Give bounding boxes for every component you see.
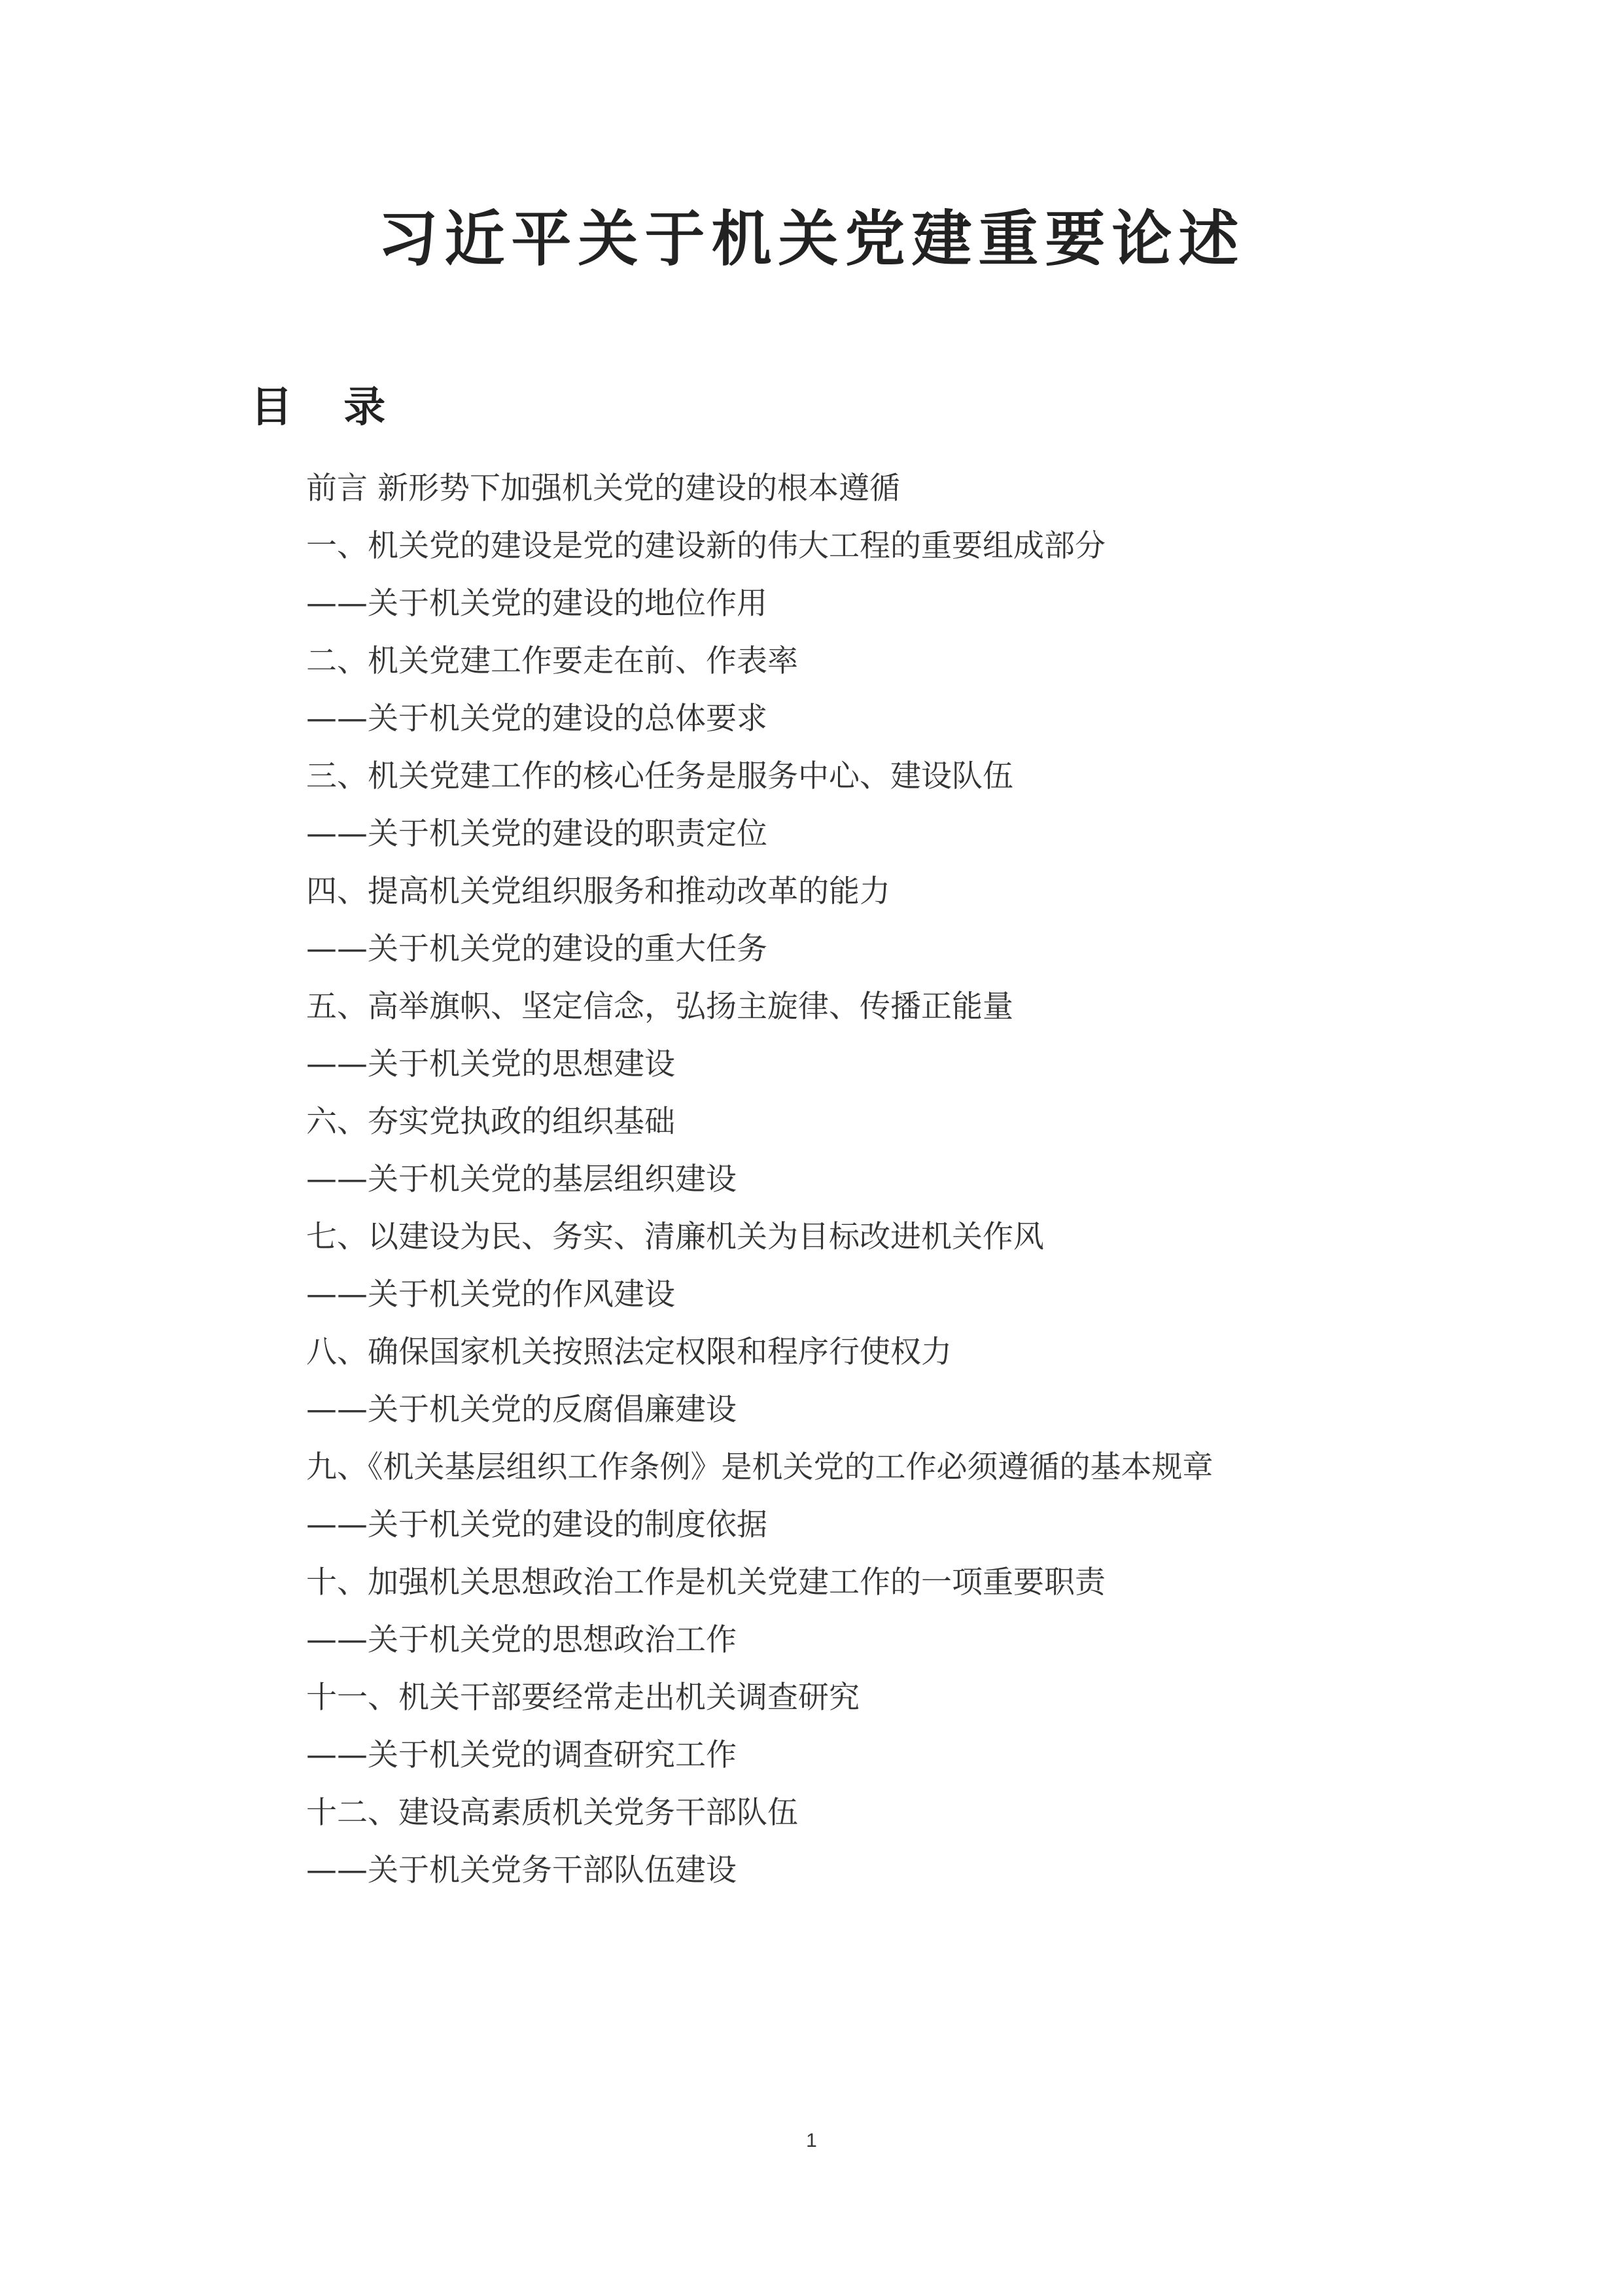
toc-chapter-10-subtitle: ——关于机关党的思想政治工作	[306, 1622, 737, 1658]
table-of-contents	[306, 460, 1418, 1899]
toc-chapter-3-subtitle: ——关于机关党的建设的职责定位	[306, 816, 767, 852]
toc-chapter-2-subtitle: ——关于机关党的建设的总体要求	[306, 701, 767, 737]
toc-chapter-4-subtitle: ——关于机关党的建设的重大任务	[306, 931, 767, 967]
page-number: 1	[806, 2130, 817, 2151]
toc-chapter-11: 十一、机关干部要经常走出机关调查研究	[306, 1680, 860, 1716]
toc-chapter-12: 十二、建设高素质机关党务干部队伍	[306, 1795, 798, 1831]
toc-chapter-9-subtitle: ——关于机关党的建设的制度依据	[306, 1507, 767, 1543]
toc-chapter-1: 一、机关党的建设是党的建设新的伟大工程的重要组成部分	[306, 528, 1106, 564]
toc-chapter-12-subtitle: ——关于机关党务干部队伍建设	[306, 1852, 737, 1888]
toc-chapter-7: 七、以建设为民、务实、清廉机关为目标改进机关作风	[306, 1219, 1044, 1255]
toc-chapter-7-subtitle: ——关于机关党的作风建设	[306, 1277, 675, 1313]
toc-chapter-5: 五、高举旗帜、坚定信念，弘扬主旋律、传播正能量	[306, 989, 1013, 1025]
toc-preface: 前言 新形势下加强机关党的建设的根本遵循	[306, 470, 900, 506]
toc-chapter-6-subtitle: ——关于机关党的基层组织建设	[306, 1161, 737, 1197]
toc-chapter-8: 八、确保国家机关按照法定权限和程序行使权力	[306, 1334, 952, 1370]
toc-chapter-1-subtitle: ——关于机关党的建设的地位作用	[306, 586, 767, 622]
toc-chapter-11-subtitle: ——关于机关党的调查研究工作	[306, 1737, 737, 1773]
toc-heading: 目 录	[251, 383, 404, 432]
toc-chapter-3: 三、机关党建工作的核心任务是服务中心、建设队伍	[306, 758, 1013, 794]
toc-chapter-6: 六、夯实党执政的组织基础	[306, 1104, 675, 1140]
toc-chapter-2: 二、机关党建工作要走在前、作表率	[306, 643, 798, 679]
toc-chapter-5-subtitle: ——关于机关党的思想建设	[306, 1046, 675, 1082]
document-title: 习近平关于机关党建重要论述	[377, 203, 1246, 274]
toc-chapter-4: 四、提高机关党组织服务和推动改革的能力	[306, 874, 890, 910]
toc-chapter-9: 九、《机关基层组织工作条例》是机关党的工作必须遵循的基本规章	[306, 1449, 1213, 1485]
toc-chapter-8-subtitle: ——关于机关党的反腐倡廉建设	[306, 1392, 737, 1428]
toc-chapter-10: 十、加强机关思想政治工作是机关党建工作的一项重要职责	[306, 1564, 1106, 1600]
